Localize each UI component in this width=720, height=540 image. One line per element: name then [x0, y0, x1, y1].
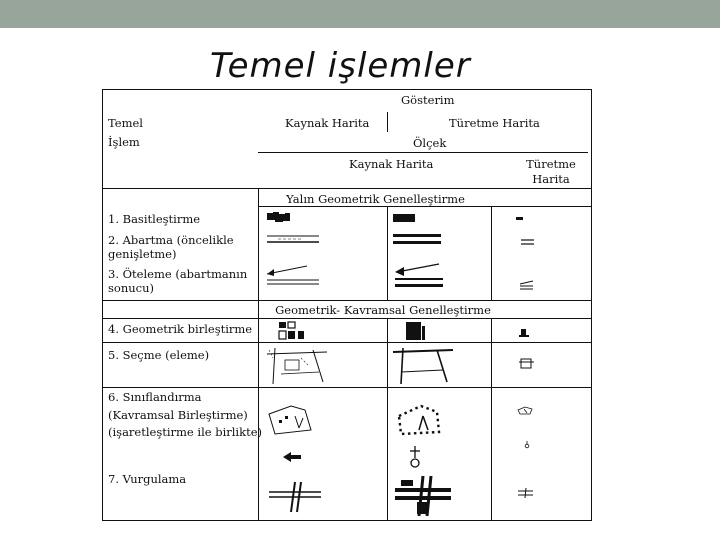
row-rule — [103, 318, 592, 319]
section-kavramsal-title: Geometrik- Kavramsal Genelleştirme — [275, 303, 491, 317]
exaggeration-source-symbol — [263, 230, 323, 250]
header-kaynak-harita: Kaynak Harita — [285, 116, 370, 130]
column-divider — [387, 206, 388, 300]
merge-derived-symbol — [403, 320, 433, 342]
row-rule — [103, 300, 592, 301]
op6-label-3: (işaretleştirme ile birlikte) — [108, 425, 262, 439]
selection-derived-symbol — [391, 346, 461, 386]
merge-source-symbol — [275, 320, 315, 342]
simplification-derived-symbol — [391, 210, 421, 224]
header-temel: Temel — [108, 116, 143, 130]
slide-top-bar — [0, 0, 720, 28]
column-divider — [491, 318, 492, 521]
op2-label-2: genişletme) — [108, 247, 177, 261]
op4-label: 4. Geometrik birleştirme — [108, 322, 253, 336]
row-rule — [103, 387, 592, 388]
classification-small-symbol — [515, 404, 537, 418]
row-rule — [103, 342, 592, 343]
header-kaynak-harita-2: Kaynak Harita — [349, 157, 434, 171]
section-rule — [258, 206, 592, 207]
header-turetme-line2: Harita — [532, 172, 570, 186]
displacement-derived-symbol — [391, 262, 451, 292]
exaggeration-small-symbol — [518, 236, 538, 248]
column-divider — [258, 188, 259, 521]
exaggeration-derived-symbol — [391, 230, 451, 250]
op7-label: 7. Vurgulama — [108, 472, 187, 486]
column-divider — [387, 318, 388, 521]
op3-label-1: 3. Öteleme (abartmanın — [108, 267, 248, 281]
op3-label-2: sonucu) — [108, 281, 154, 295]
simplification-small-symbol — [513, 215, 527, 223]
classification-derived-symbol — [393, 402, 453, 438]
section-yalin-title: Yalın Geometrik Genelleştirme — [286, 192, 465, 206]
selection-source-symbol — [263, 346, 333, 386]
emphasis-small-symbol — [515, 486, 537, 500]
header-rule — [258, 152, 588, 153]
merge-small-symbol — [517, 326, 533, 340]
op1-label: 1. Basitleştirme — [108, 212, 201, 226]
op6-label-1: 6. Sınıflandırma — [108, 390, 202, 404]
op2-label-1: 2. Abartma (öncelikle — [108, 233, 234, 247]
header-turetme-line1: Türetme — [526, 157, 576, 171]
selection-small-symbol — [517, 356, 537, 372]
displacement-small-symbol — [517, 278, 537, 292]
generalization-table — [102, 89, 592, 521]
displacement-source-symbol — [263, 262, 323, 292]
slide-title: Temel işlemler — [210, 46, 471, 86]
op5-label: 5. Seçme (eleme) — [108, 348, 210, 362]
simplification-source-symbol — [263, 210, 303, 224]
header-olcek: Ölçek — [413, 136, 447, 150]
row-rule — [103, 188, 592, 189]
classification-source-symbol — [265, 402, 325, 438]
emphasis-derived-symbol — [391, 474, 457, 518]
emphasis-source-symbol — [265, 478, 325, 514]
header-gosterim: Gösterim — [401, 93, 455, 107]
column-divider — [491, 206, 492, 300]
header-islem: İşlem — [108, 135, 140, 149]
header-divider — [387, 112, 388, 132]
point-arrow-source-symbol — [281, 450, 305, 464]
op6-label-2: (Kavramsal Birleştirme) — [108, 408, 248, 422]
header-turetme-harita: Türetme Harita — [449, 116, 540, 130]
church-symbol — [407, 444, 423, 472]
church-small-symbol — [521, 440, 533, 450]
